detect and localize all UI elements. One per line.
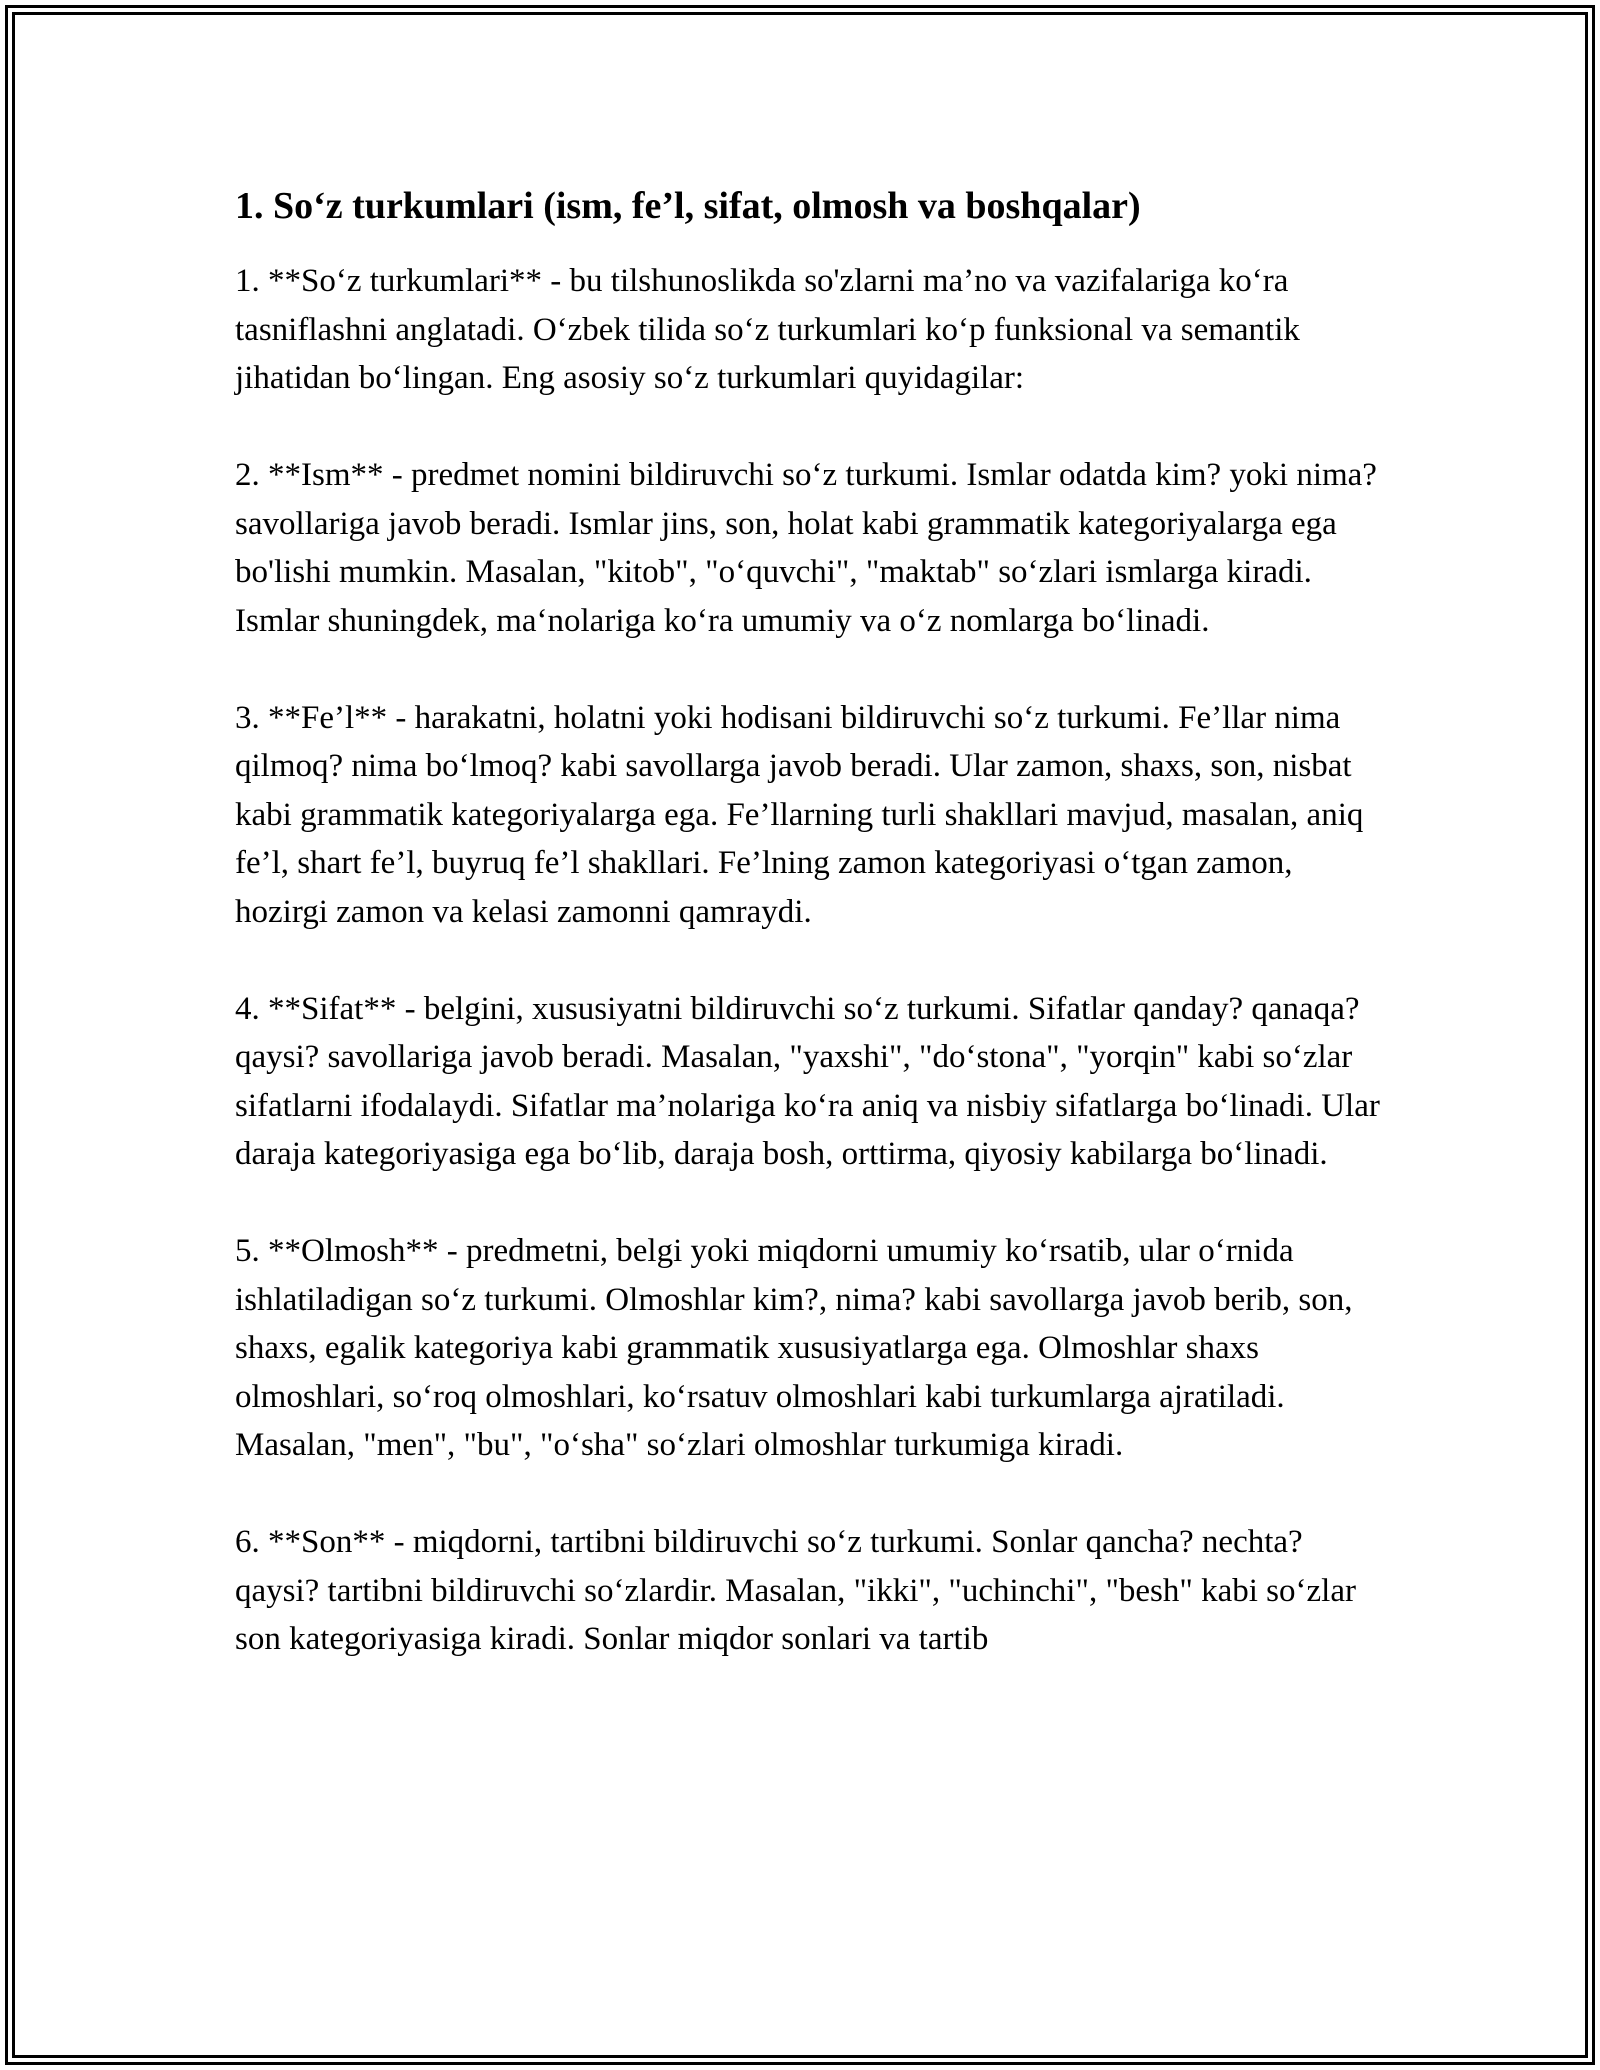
document-body xyxy=(235,182,1385,1664)
paragraph-intro: 1. **So‘z turkumlari** - bu tilshunoslikda so'zlarni ma’no va vazifalariga ko‘ra tasniflashni anglatadi. O‘zbek tilida so‘z turkumlari ko‘p funksional va semantik jihatidan bo‘lingan. Eng asosiy so‘z turkumlari quyidagilar: xyxy=(235,263,1300,397)
paragraph-son: 6. **Son** - miqdorni, tartibni bildiruvchi so‘z turkumi. Sonlar qancha? nechta? qaysi? tartibni bildiruvchi so‘zlardir. Masalan, "ikki", "uchinchi", "besh" kabi so‘zlar son kategoriyasiga kiradi. Sonlar miqdor sonlari va tartib xyxy=(235,1524,1356,1658)
paragraph-ism: 2. **Ism** - predmet nomini bildiruvchi so‘z turkumi. Ismlar odatda kim? yoki nima? savollariga javob beradi. Ismlar jins, son, holat kabi grammatik kategoriyalarga ega bo'lishi mumkin. Masalan, "kitob", "o‘quvchi", "maktab" so‘zlari ismlarga kiradi. Ismlar shuningdek, ma‘nolariga ko‘ra umumiy va o‘z nomlarga bo‘linadi. xyxy=(235,457,1377,639)
paragraph-fel: 3. **Fe’l** - harakatni, holatni yoki hodisani bildiruvchi so‘z turkumi. Fe’llar nima qilmoq? nima bo‘lmoq? kabi savollarga javob beradi. Ular zamon, shaxs, son, nisbat kabi grammatik kategoriyalarga ega. Fe’llarning turli shakllari mavjud, masalan, aniq fe’l, shart fe’l, buyruq fe’l shakllari. Fe’lning zamon kategoriyasi o‘tgan zamon, hozirgi zamon va kelasi zamonni qamraydi. xyxy=(235,699,1364,930)
paragraph-olmosh: 5. **Olmosh** - predmetni, belgi yoki miqdorni umumiy ko‘rsatib, ular o‘rnida ishlatiladigan so‘z turkumi. Olmoshlar kim?, nima? kabi savollarga javob berib, son, shaxs, egalik kategoriya kabi grammatik xususiyatlarga ega. Olmoshlar shaxs olmoshlari, so‘roq olmoshlari, ko‘rsatuv olmoshlari kabi turkumlarga ajratiladi. Masalan, "men", "bu", "o‘sha" so‘zlari olmoshlar turkumiga kiradi. xyxy=(235,1233,1353,1464)
paragraph-sifat: 4. **Sifat** - belgini, xususiyatni bildiruvchi so‘z turkumi. Sifatlar qanday? qanaqa? qaysi? savollariga javob beradi. Masalan, "yaxshi", "do‘stona", "yorqin" kabi so‘zlar sifatlarni ifodalaydi. Sifatlar ma’nolariga ko‘ra aniq va nisbiy sifatlarga bo‘linadi. Ular daraja kategoriyasiga ega bo‘lib, daraja bosh, orttirma, qiyosiy kabilarga bo‘linadi. xyxy=(235,990,1380,1173)
section-heading: 1. So‘z turkumlari (ism, fe’l, sifat, olmosh va boshqalar) xyxy=(235,185,1141,227)
